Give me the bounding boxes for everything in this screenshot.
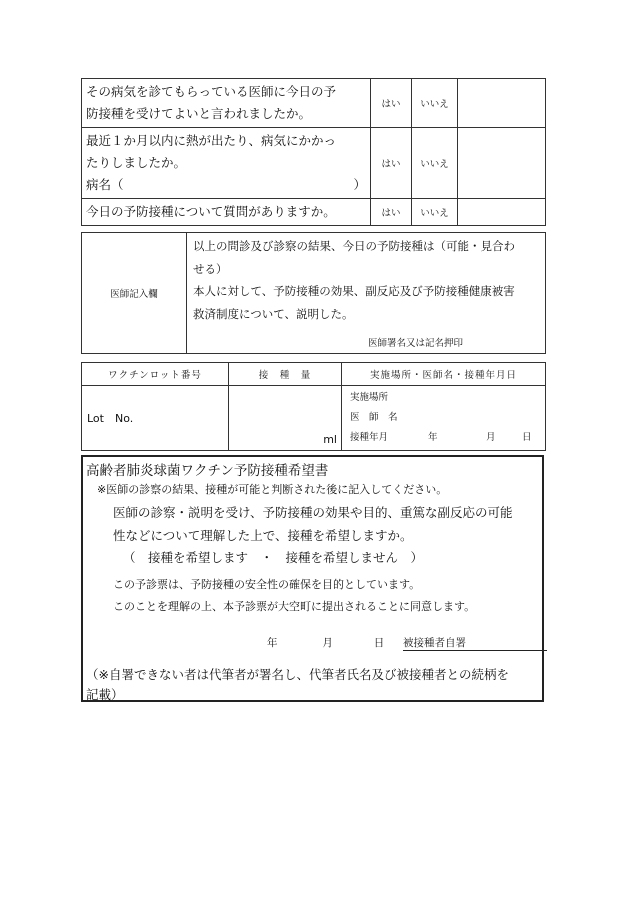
- yes-option[interactable]: はい: [371, 79, 412, 128]
- lot-header: ワクチンロット番号: [82, 363, 229, 386]
- screening-row: [82, 128, 546, 199]
- screening-table: [81, 78, 546, 226]
- sick-name-close: ）: [353, 177, 366, 192]
- place-label: 実施場所: [350, 392, 389, 403]
- consent-note: ※医師の診察の結果、接種が可能と判断された後に記入してください。: [97, 483, 448, 496]
- blank-cell: [458, 79, 546, 128]
- yes-option[interactable]: はい: [371, 199, 412, 226]
- vaccine-table: [81, 362, 546, 451]
- consent-info-line: このことを理解の上、本予診票が大空町に提出されることに同意します。: [113, 600, 476, 613]
- date-row: [350, 428, 537, 448]
- consent-title: 高齢者肺炎球菌ワクチン予防接種希望書: [86, 463, 329, 479]
- yes-option[interactable]: はい: [371, 128, 412, 199]
- signature-field[interactable]: 被接種者自署: [403, 635, 547, 651]
- sick-name-label: 病名（: [86, 177, 124, 192]
- doctor-name-label: 医 師 名: [350, 412, 398, 423]
- consent-choice[interactable]: （ 接種を希望します ・ 接種を希望しません ）: [123, 550, 424, 565]
- screening-question: その病気を診てもらっている医師に今日の予 防接種を受けてよいと言われましたか。: [82, 79, 371, 128]
- doctor-signature-label[interactable]: 医師署名又は記名押印: [367, 338, 463, 349]
- consent-footnote-line: （※自署できない者は代筆者が署名し、代筆者氏名及び被接種者との続柄を: [86, 667, 509, 682]
- sick-name-field[interactable]: [86, 174, 366, 196]
- screening-question: 今日の予防接種について質問がありますか。: [82, 199, 371, 226]
- consent-question-line: 医師の診察・説明を受け、予防接種の効果や目的、重篤な副反応の可能: [113, 505, 513, 520]
- no-option[interactable]: いいえ: [412, 79, 458, 128]
- day-label: 日: [522, 432, 532, 443]
- doctor-table: [81, 232, 546, 354]
- consent-footnote-line: 記載）: [86, 687, 124, 702]
- no-option[interactable]: いいえ: [412, 199, 458, 226]
- no-option[interactable]: いいえ: [412, 128, 458, 199]
- dose-field[interactable]: ml: [229, 386, 342, 451]
- doctor-label: 医師記入欄: [82, 233, 187, 354]
- consent-day: 日: [373, 637, 385, 649]
- lot-number-field[interactable]: Lot No.: [82, 386, 229, 451]
- consent-info-line: この予診票は、予防接種の安全性の確保を目的としています。: [113, 578, 421, 591]
- dose-header: 接 種 量: [229, 363, 342, 386]
- blank-cell: [458, 199, 546, 226]
- place-header: 実施場所・医師名・接種年月日: [342, 363, 546, 386]
- consent-question-line: 性などについて理解した上で、接種を希望しますか。: [113, 528, 413, 543]
- place-info[interactable]: [342, 386, 546, 451]
- consent-date-sign-row: [267, 635, 542, 651]
- screening-question: 最近１か月以内に熱が出たり、病気にかかっ たりしましたか。 病名（ ）: [82, 128, 371, 199]
- screening-row: [82, 79, 546, 128]
- blank-cell: [458, 128, 546, 199]
- consent-month: 月: [322, 637, 333, 649]
- doctor-content: 以上の問診及び診察の結果、今日の予防接種は（可能・見合わ せる） 本人に対して、予防接種の効果、副反応及び予防接種健康被害 救済制度について、説明した。 医師署名又は記名押印: [187, 233, 546, 354]
- consent-box: [81, 455, 544, 702]
- date-label: 接種年月: [350, 432, 389, 443]
- month-label: 月: [486, 432, 496, 443]
- year-label: 年: [428, 432, 438, 443]
- consent-year: 年: [267, 637, 278, 649]
- screening-row: [82, 199, 546, 226]
